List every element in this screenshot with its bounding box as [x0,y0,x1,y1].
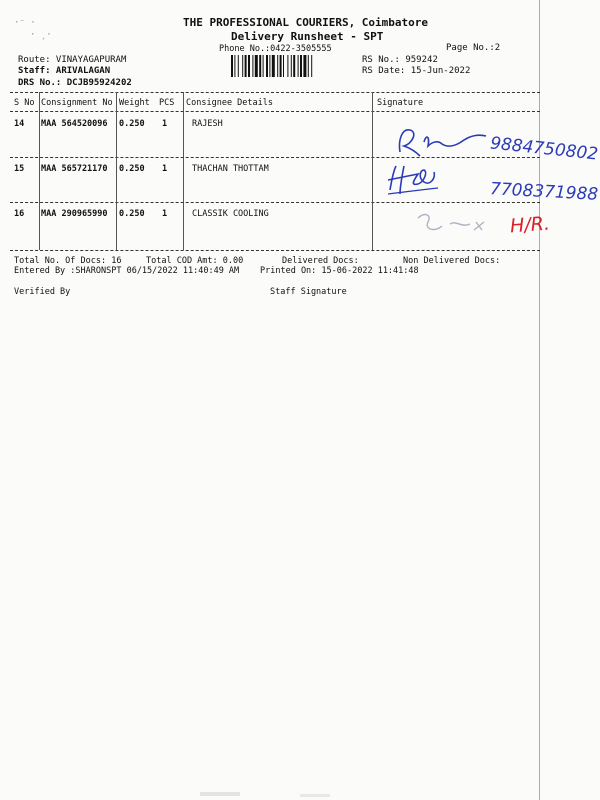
handwritten-signature [390,122,490,158]
barcode-bar [234,55,235,77]
barcode-bar [255,55,258,77]
entered-by: Entered By :SHARONSPT 06/15/2022 11:40:49 AM [14,266,240,276]
barcode-bar [248,55,250,77]
barcode-bar [266,55,268,77]
cell-sno: 16 [14,209,25,219]
company-name: THE PROFESSIONAL COURIERS, Coimbatore [183,16,429,29]
cell-sno: 14 [14,119,25,129]
printed-on: Printed On: 15-06-2022 11:41:48 [260,266,419,276]
barcode-bar [283,55,284,77]
cell-sno: 15 [14,164,25,174]
delivered-docs: Delivered Docs: [282,256,359,266]
drs-number: DRS No.: DCJB95924202 [18,78,132,88]
scan-smudge [300,794,330,797]
scan-smudge [200,792,240,796]
scan-speck: · ˏ· [30,30,52,40]
cell-weight: 0.250 [119,164,145,174]
col-consignee: Consignee Details [186,98,273,108]
page-number: Page No.:2 [446,43,501,53]
scan-speck: ·⁻ · [14,18,36,28]
cell-consignment: MAA 564520096 [41,119,108,129]
col-signature: Signature [377,98,424,108]
barcode-graphic [231,55,343,77]
barcode-bar [269,55,270,77]
barcode-bar [308,55,309,77]
cell-weight: 0.250 [119,209,145,219]
handwritten-phone: 9884750802 [489,133,599,165]
barcode-bar [238,55,239,77]
cell-consignee: RAJESH [192,119,223,129]
barcode-bar [231,55,233,77]
col-consignment: Consignment No [41,98,113,108]
cell-consignee: THACHAN THOTTAM [192,164,269,174]
barcode-bar [245,55,247,77]
cell-pcs: 1 [162,209,168,219]
page-edge-line [539,0,540,800]
faded-stamp [412,208,502,238]
handwritten-note: H/R. [509,212,551,238]
staff-signature-label: Staff Signature [270,287,347,297]
handwritten-phone: 7708371988 [489,179,599,205]
column-divider [116,92,117,250]
barcode-bar [272,55,275,77]
barcode-bar [311,55,312,77]
verified-by: Verified By [14,287,71,297]
phone-number: Phone No.:0422-3505555 [219,44,332,54]
barcode-bar [300,55,302,77]
column-divider [39,92,40,250]
col-weight: Weight [119,98,150,108]
rs-date: RS Date: 15-Jun-2022 [362,66,471,76]
col-sno: S No [14,98,35,108]
cell-consignment: MAA 565721170 [41,164,108,174]
barcode-bar [242,55,243,77]
total-cod: Total COD Amt: 0.00 [146,256,244,266]
cell-pcs: 1 [162,119,168,129]
barcode-bar [303,55,306,77]
cell-weight: 0.250 [119,119,145,129]
non-delivered-docs: Non Delivered Docs: [403,256,501,266]
barcode-bar [252,55,253,77]
barcode-bar [287,55,288,77]
barcode-bar [259,55,261,77]
barcode-bar [298,55,299,77]
document-title: Delivery Runsheet - SPT [231,30,384,43]
barcode-bar [291,55,292,77]
staff-label: Staff: ARIVALAGAN [18,66,111,76]
route-label: Route: VINAYAGAPURAM [18,55,127,65]
row-divider [10,202,540,203]
col-pcs: PCS [159,98,175,108]
table-top-border [10,92,540,93]
barcode-bar [263,55,264,77]
table-header-border [10,111,540,112]
barcode-bar [280,55,282,77]
column-divider [183,92,184,250]
total-docs: Total No. Of Docs: 16 [14,256,122,266]
table-bottom-border [10,250,540,251]
barcode-bar [293,55,295,77]
cell-pcs: 1 [162,164,168,174]
barcode-bar [277,55,278,77]
column-divider [372,92,373,250]
cell-consignee: CLASSIK COOLING [192,209,269,219]
cell-consignment: MAA 290965990 [41,209,108,219]
barcode [231,55,343,77]
handwritten-signature [384,162,444,198]
rs-number: RS No.: 959242 [362,55,438,65]
